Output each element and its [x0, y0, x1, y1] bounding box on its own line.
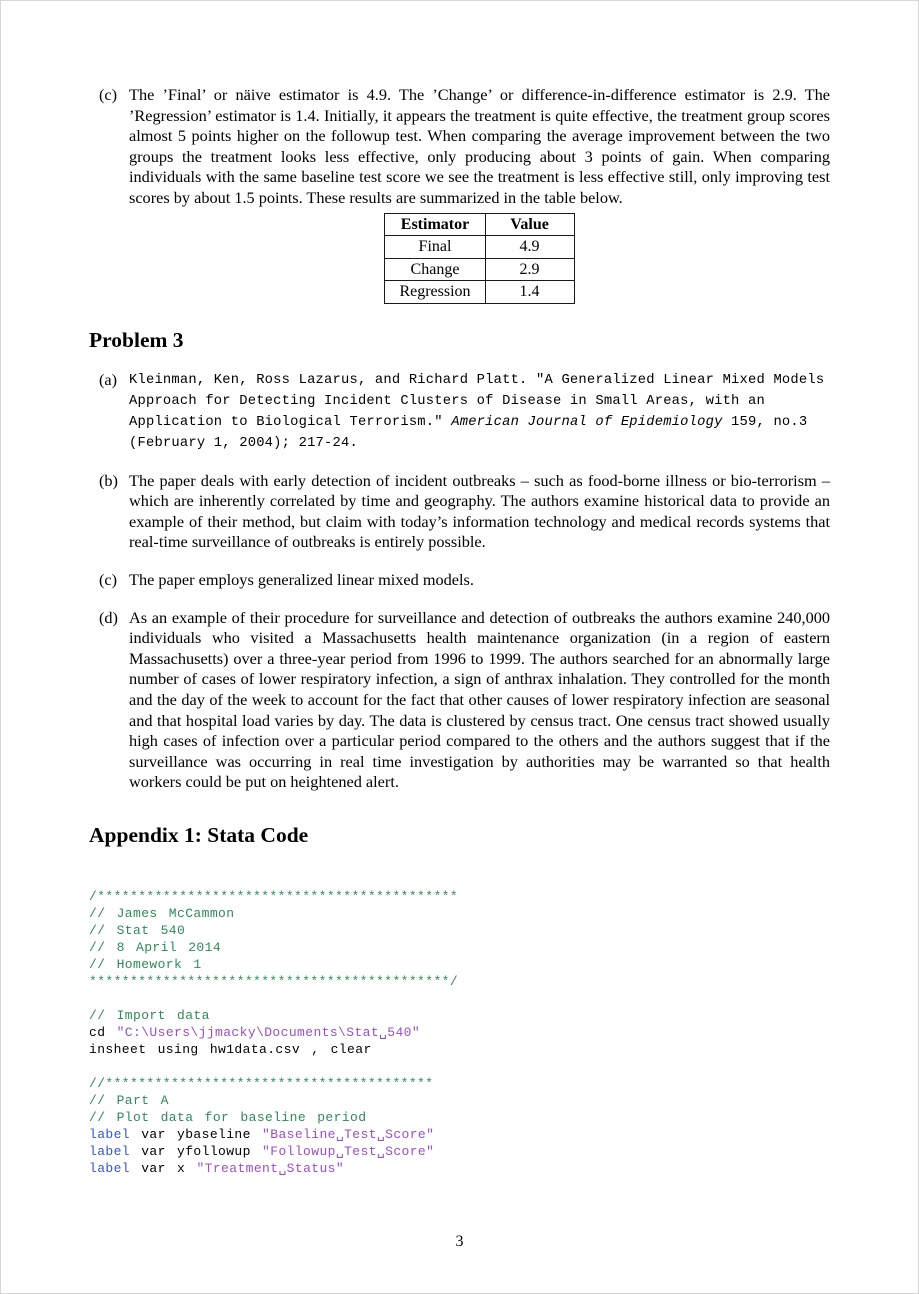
- stata-code-block: [89, 888, 830, 1177]
- table-wrap: [129, 213, 830, 304]
- item-label: (b): [99, 470, 118, 490]
- code-token-keyword: label: [89, 1143, 131, 1159]
- code-line: [89, 905, 830, 922]
- code-token-keyword: label: [89, 1126, 131, 1142]
- item-label: (d): [99, 607, 118, 627]
- code-token-plain: cd: [89, 1024, 117, 1040]
- code-line: [89, 1126, 830, 1143]
- table-cell: 2.9: [485, 258, 574, 281]
- code-token-plain: var ybaseline: [130, 1126, 263, 1142]
- bibliography-post: 159, no.3 (February 1, 2004); 217-24.: [129, 414, 808, 451]
- item-text: [129, 85, 830, 304]
- code-token-comment: // 8 April 2014: [89, 939, 222, 955]
- paragraph-text: The ’Final’ or näive estimator is 4.9. The ’Change’ or difference-in-difference estimator is 2.9. The ’Regression’ estimator is 1.4. Initially, it appears the treatment is quite effective, the treatment group scores almost 5 points higher on the followup test. When comparing the average improvement between the two groups the treatment looks less effective, only producing about 3 points of gain. When comparing individuals with the same baseline test score we see the treatment is less effective still, only improving test scores by about 1.5 points. These results are summarized in the table below.: [129, 85, 830, 207]
- code-line: [89, 973, 830, 990]
- estimator-table: [384, 213, 574, 304]
- code-line: [89, 888, 830, 905]
- code-token-comment: // Plot data for baseline period: [89, 1109, 367, 1125]
- bibliography-pre: Kleinman, Ken, Ross Lazarus, and Richard Platt. "A Generalized Linear Mixed Models Approach for Detecting Incident Clusters of Disease in Small Areas, with an Application to Biological Terrorism.": [129, 372, 825, 430]
- list-item: [89, 85, 830, 304]
- code-token-keyword: label: [89, 1160, 131, 1176]
- code-line: [89, 1058, 830, 1075]
- code-token-plain: var x: [130, 1160, 197, 1176]
- code-line: [89, 1092, 830, 1109]
- code-token-comment: /********************************************: [89, 888, 459, 904]
- code-token-string: "Followup␣Test␣Score": [262, 1143, 435, 1159]
- code-line: [89, 1160, 830, 1177]
- code-line: [89, 1024, 830, 1041]
- journal-name-italic: American Journal of Epidemiology: [451, 414, 723, 430]
- table-cell: Final: [385, 236, 485, 259]
- table-row: [385, 236, 574, 259]
- code-line: [89, 939, 830, 956]
- list-item: [89, 370, 830, 454]
- page-number: 3: [455, 1233, 464, 1250]
- section-title-problem-3: Problem 3: [89, 327, 184, 352]
- table-cell: Regression: [385, 281, 485, 304]
- list-item: [89, 570, 830, 591]
- table-cell: 1.4: [485, 281, 574, 304]
- code-line: [89, 1041, 830, 1058]
- bibliography-text: [129, 370, 830, 454]
- code-token-string: "Baseline␣Test␣Score": [262, 1126, 435, 1142]
- code-line: [89, 1007, 830, 1024]
- code-line: [89, 990, 830, 1007]
- code-line: [89, 922, 830, 939]
- table-row: [385, 258, 574, 281]
- code-line: [89, 956, 830, 973]
- section-title-appendix-1: Appendix 1: Stata Code: [89, 822, 309, 847]
- code-line: [89, 1109, 830, 1126]
- table-cell: Change: [385, 258, 485, 281]
- code-token-comment: // Part A: [89, 1092, 169, 1108]
- code-line: [89, 1143, 830, 1160]
- code-token-plain: insheet using hw1data.csv , clear: [89, 1041, 372, 1057]
- list-item: [89, 608, 830, 793]
- item-text: The paper employs generalized linear mixed models.: [129, 569, 474, 589]
- item-label: (c): [99, 569, 118, 589]
- code-token-comment: //****************************************: [89, 1075, 434, 1091]
- item-label: (c): [99, 85, 118, 104]
- code-token-string: "Treatment␣Status": [196, 1160, 345, 1176]
- table-header-row: [385, 213, 574, 236]
- code-token-plain: var yfollowup: [130, 1143, 263, 1159]
- code-token-comment: ********************************************/: [89, 973, 459, 989]
- code-token-comment: // James McCammon: [89, 905, 235, 921]
- table-header-cell: Estimator: [385, 213, 485, 236]
- item-label: (a): [99, 369, 118, 389]
- code-token-comment: // Import data: [89, 1007, 210, 1023]
- code-token-comment: // Homework 1: [89, 956, 202, 972]
- table-header-cell: Value: [485, 213, 574, 236]
- code-token-string: "C:\Users\jjmacky\Documents\Stat␣540": [116, 1024, 421, 1040]
- table-row: [385, 281, 574, 304]
- item-text: The paper deals with early detection of incident outbreaks – such as food-borne illness or bio-terrorism – which are inherently correlated by time and geography. The authors examine historical data to provide an example of their method, but claim with today’s information technology and medical records systems that real-time surveillance of outbreaks is entirely possible.: [129, 470, 830, 552]
- table-cell: 4.9: [485, 236, 574, 259]
- code-line: [89, 1075, 830, 1092]
- code-token-comment: // Stat 540: [89, 922, 186, 938]
- item-text: As an example of their procedure for surveillance and detection of outbreaks the authors examine 240,000 individuals who visited a Massachusetts health maintenance organization (in a region of eastern Massachusetts) over a three-year period from 1996 to 1999. The authors searched for an abnormally large number of cases of lower respiratory infection, a sign of anthrax inhalation. They controlled for the month and the day of the week to account for the fact that other causes of lower respiratory infection are seasonal and that hospital load varies by day. The data is clustered by census tract. One census tract showed usually high cases of infection over a particular period compared to the others and the authors suggest that if the surveillance was occurring in real time investigation by authorities may be warranted so that health workers could be put on heightened alert.: [129, 607, 830, 792]
- list-item: [89, 471, 830, 553]
